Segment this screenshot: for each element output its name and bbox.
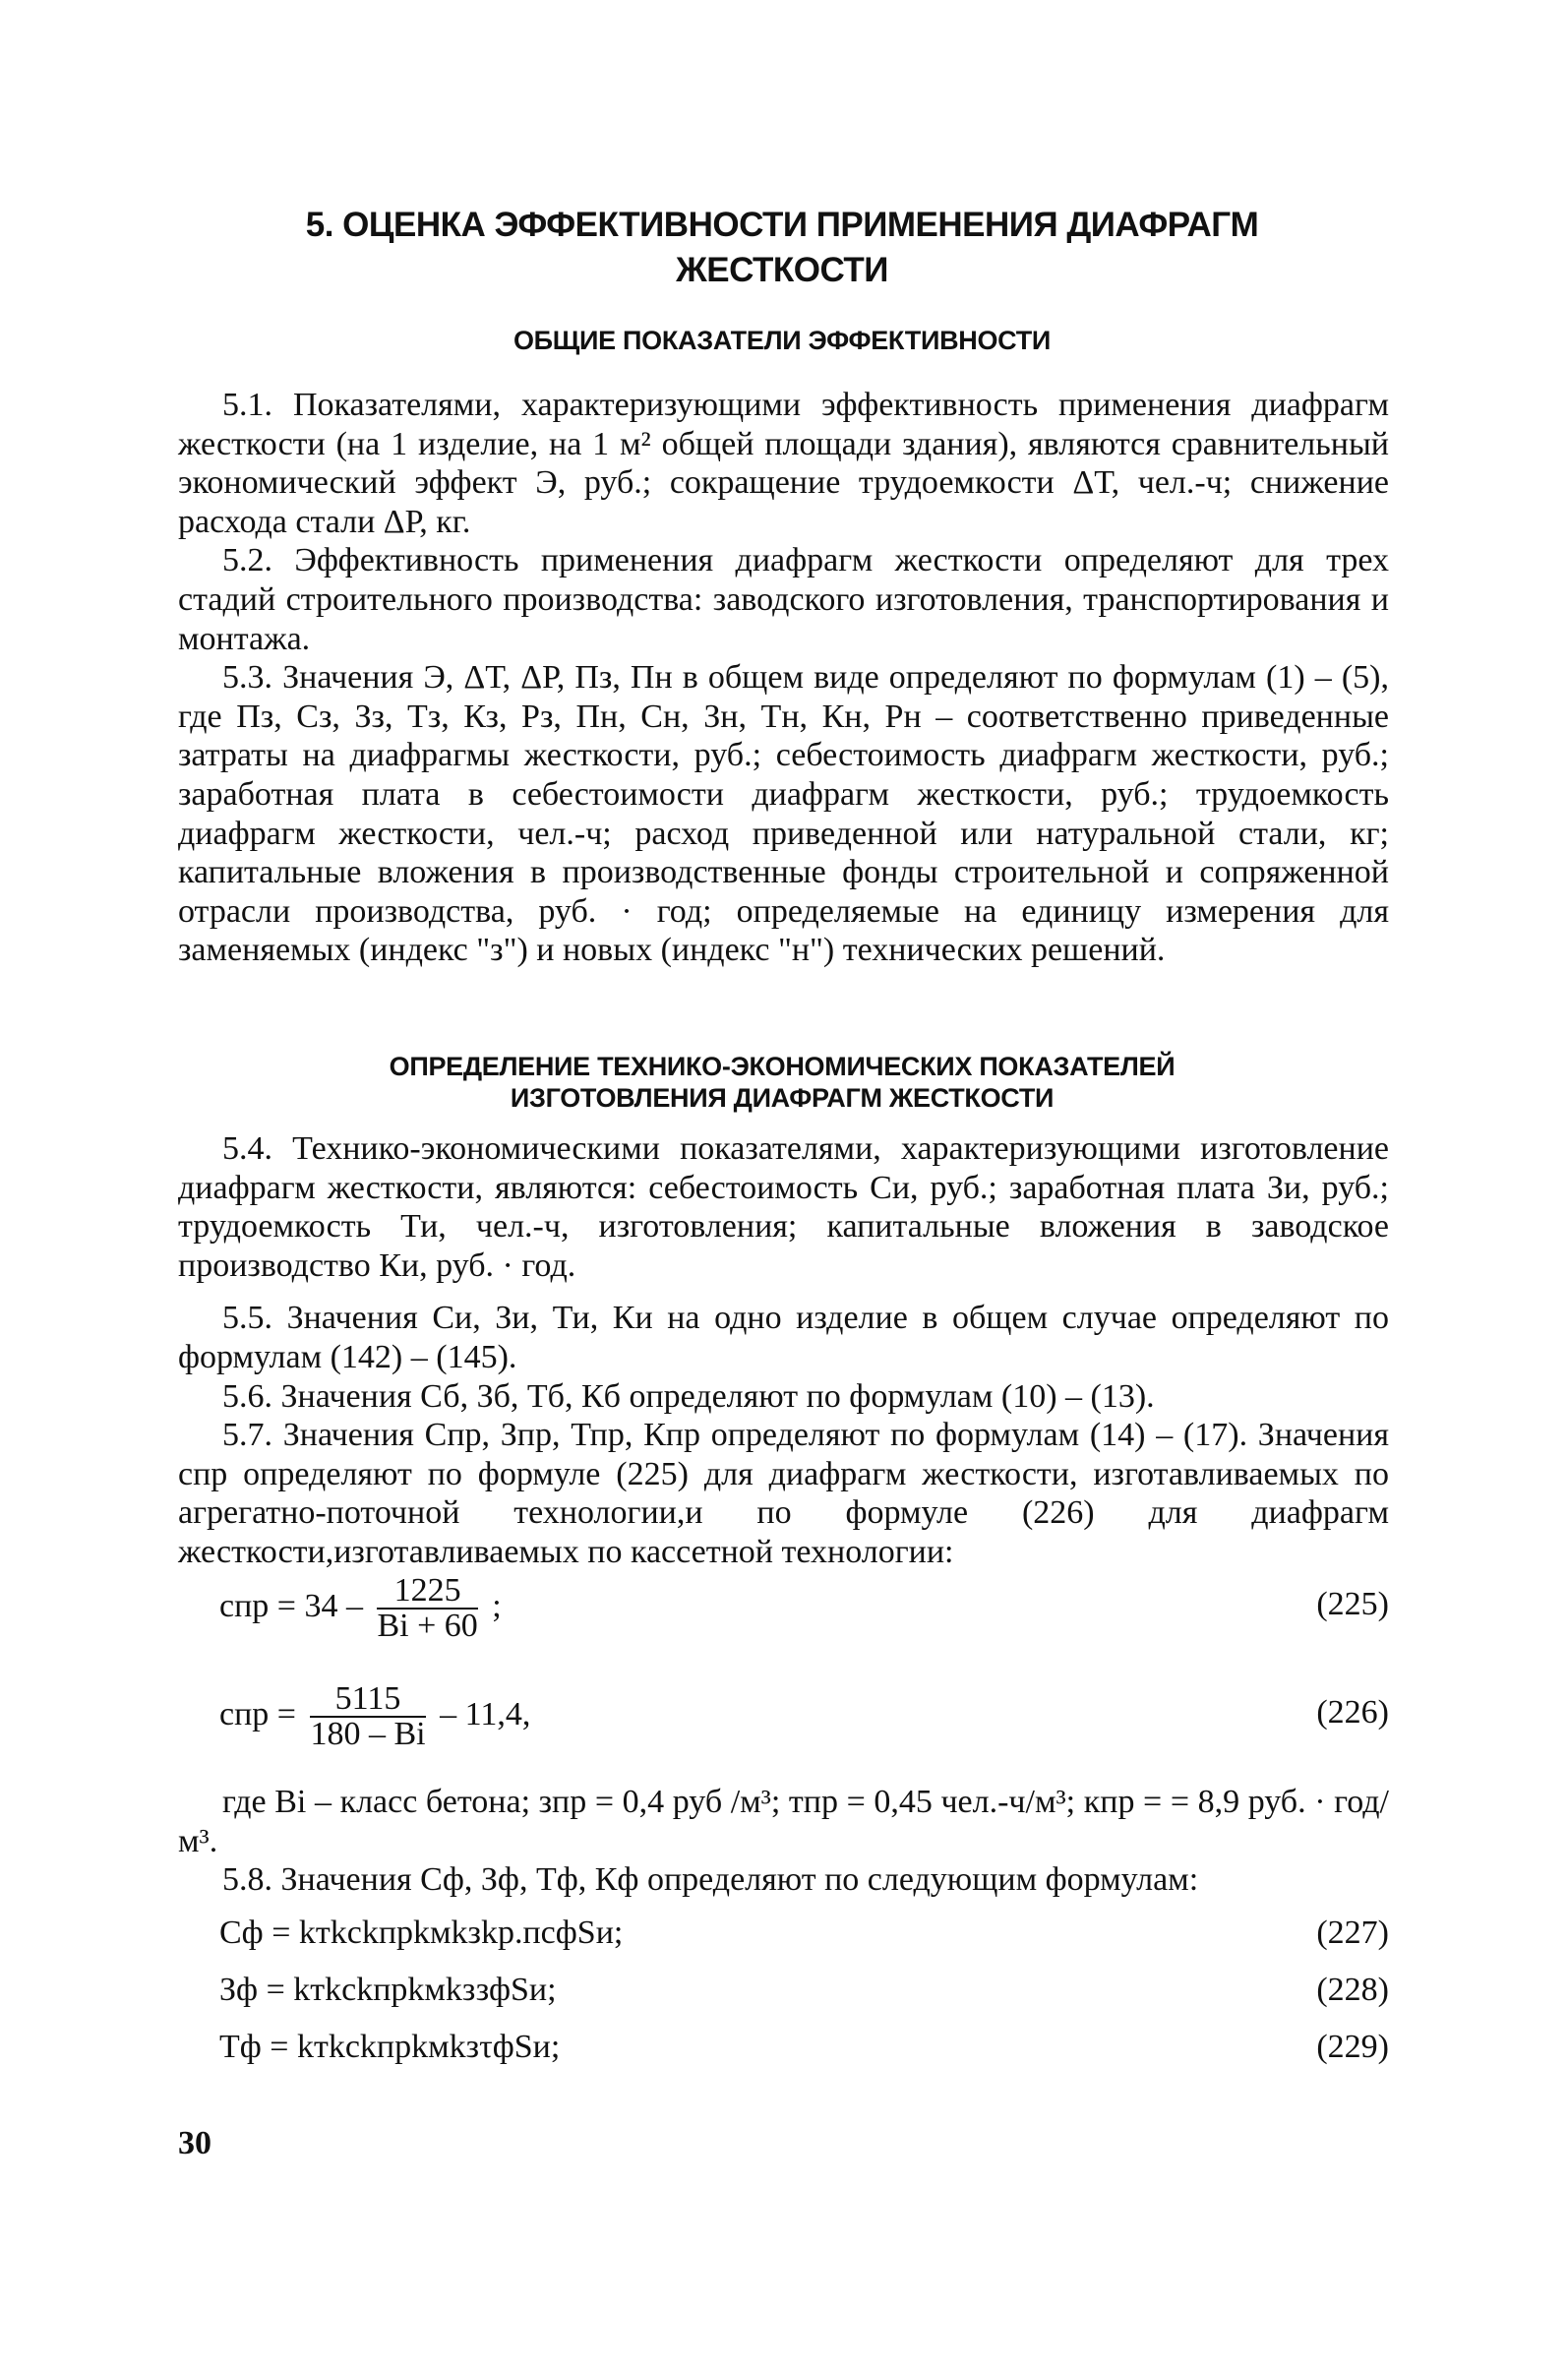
paragraph-5-4: 5.4. Технико-экономическими показателями, характеризующими изготовление диафрагм жесткости, являются: себестоимость Си, руб.; заработная плата Зи, руб.; трудоемкость Ти, чел.-ч, изготовления; капитальные вложения в заводское производство Ки, руб. · год.: [178, 1130, 1389, 1284]
paragraph-5-1: 5.1. Показателями, характеризующими эффективность применения диафрагм жесткости (на 1 изделие, на 1 м² общей площади здания), являются сравнительный экономический эффект Э, руб.; сокращение трудоемкости ΔТ, чел.-ч; снижение расхода стали ΔР, кг.: [178, 387, 1389, 540]
paragraph-5-6: 5.6. Значения Сб, Зб, Тб, Кб определяют по формулам (10) – (13).: [222, 1377, 1155, 1415]
formula-227: [178, 1914, 1389, 1974]
formula-228: [178, 1972, 1389, 2031]
formula-229-number: (229): [1316, 2029, 1389, 2065]
formula-226-expression: cпр = $\frac{5115}{180 - Bi}$ – 11,4,: [219, 1680, 531, 1752]
paragraph-5-8: 5.8. Значения Сф, Зф, Тф, Кф определяют по следующим формулам:: [222, 1861, 1199, 1899]
formula-227-number: (227): [1316, 1914, 1389, 1951]
subheading-define: [177, 1051, 1387, 1114]
paragraph-where: где Bi – класс бетона; зпр = 0,4 руб /м³; тпр = 0,45 чел.-ч/м³; кпр = = 8,9 руб. · год/м³.: [178, 1784, 1389, 1859]
formula-228-expression: Зф = kтkckпрkмkззфSи;: [219, 1972, 557, 2008]
section-heading: [177, 203, 1387, 293]
paragraph-5-3: 5.3. Значения Э, ΔТ, ΔР, Пз, Пн в общем виде определяют по формулам (1) – (5), где Пз, Сз, Зз, Тз, Кз, Рз, Пн, Сн, Зн, Тн, Кн, Рн – соответственно приведенные затраты на диафрагмы жесткости, руб.; себестоимость диафрагм жесткости, руб.; заработная плата в себестоимости диафрагм жесткости, руб.; трудоемкость диафрагм жесткости, чел.-ч; расход приведенной или натуральной стали, кг; капитальные вложения в производственные фонды строительной и сопряженной отрасли производства, руб. · год; определяемые на единицу измерения для заменяемых (индекс "з") и новых (индекс "н") технических решений.: [178, 659, 1389, 969]
formula-227-expression: Сф = kтkckпрkмkзkр.пcфSи;: [219, 1914, 624, 1951]
formula-228-number: (228): [1316, 1972, 1389, 2008]
paragraph-block-1: [178, 386, 1389, 970]
section-heading-line1: 5. ОЦЕНКА ЭФФЕКТИВНОСТИ ПРИМЕНЕНИЯ ДИАФРАГМ: [305, 206, 1259, 244]
subheading-define-line1: ОПРЕДЕЛЕНИЕ ТЕХНИКО-ЭКОНОМИЧЕСКИХ ПОКАЗАТЕЛЕЙ: [389, 1052, 1176, 1081]
subheading-define-line2: ИЗГОТОВЛЕНИЯ ДИАФРАГМ ЖЕСТКОСТИ: [510, 1083, 1055, 1113]
formula-229-expression: Тф = kтkckпрkмkзτфSи;: [219, 2029, 561, 2065]
paragraph-block-3: [178, 1783, 1389, 1900]
paragraph-5-7: 5.7. Значения Спр, Зпр, Тпр, Кпр определяют по формулам (14) – (17). Значения cпр определяют по формуле (225) для диафрагм жесткости, изготавливаемых по агрегатно-поточной технологии,и по формуле (226) для диафрагм жесткости,изготавливаемых по кассетной технологии:: [178, 1417, 1389, 1570]
paragraph-5-2: 5.2. Эффективность применения диафрагм жесткости определяют для трех стадий строительного производства: заводского изготовления, транспортирования и монтажа.: [178, 542, 1389, 657]
formula-225-expression: cпр = 34 – $\frac{1225}{Bi + 60}$ ;: [219, 1572, 502, 1644]
section-heading-line2: ЖЕСТКОСТИ: [676, 251, 888, 289]
subheading-general: ОБЩИЕ ПОКАЗАТЕЛИ ЭФФЕКТИВНОСТИ: [513, 326, 1052, 355]
fraction: $\frac{1225}{Bi + 60}$: [377, 1572, 478, 1644]
formula-225-number: (225): [1316, 1586, 1389, 1622]
paragraph-block-2: [178, 1129, 1389, 1572]
page-number: 30: [178, 2125, 211, 2161]
formula-225: [178, 1572, 1389, 1644]
fraction: $\frac{5115}{180 - Bi}$: [310, 1680, 426, 1752]
formula-226: [178, 1680, 1389, 1752]
formula-226-number: (226): [1316, 1694, 1389, 1731]
paragraph-5-5: 5.5. Значения Си, Зи, Ти, Ки на одно изделие в общем случае определяют по формулам (142) – (145).: [178, 1300, 1389, 1375]
formula-229: [178, 2029, 1389, 2088]
